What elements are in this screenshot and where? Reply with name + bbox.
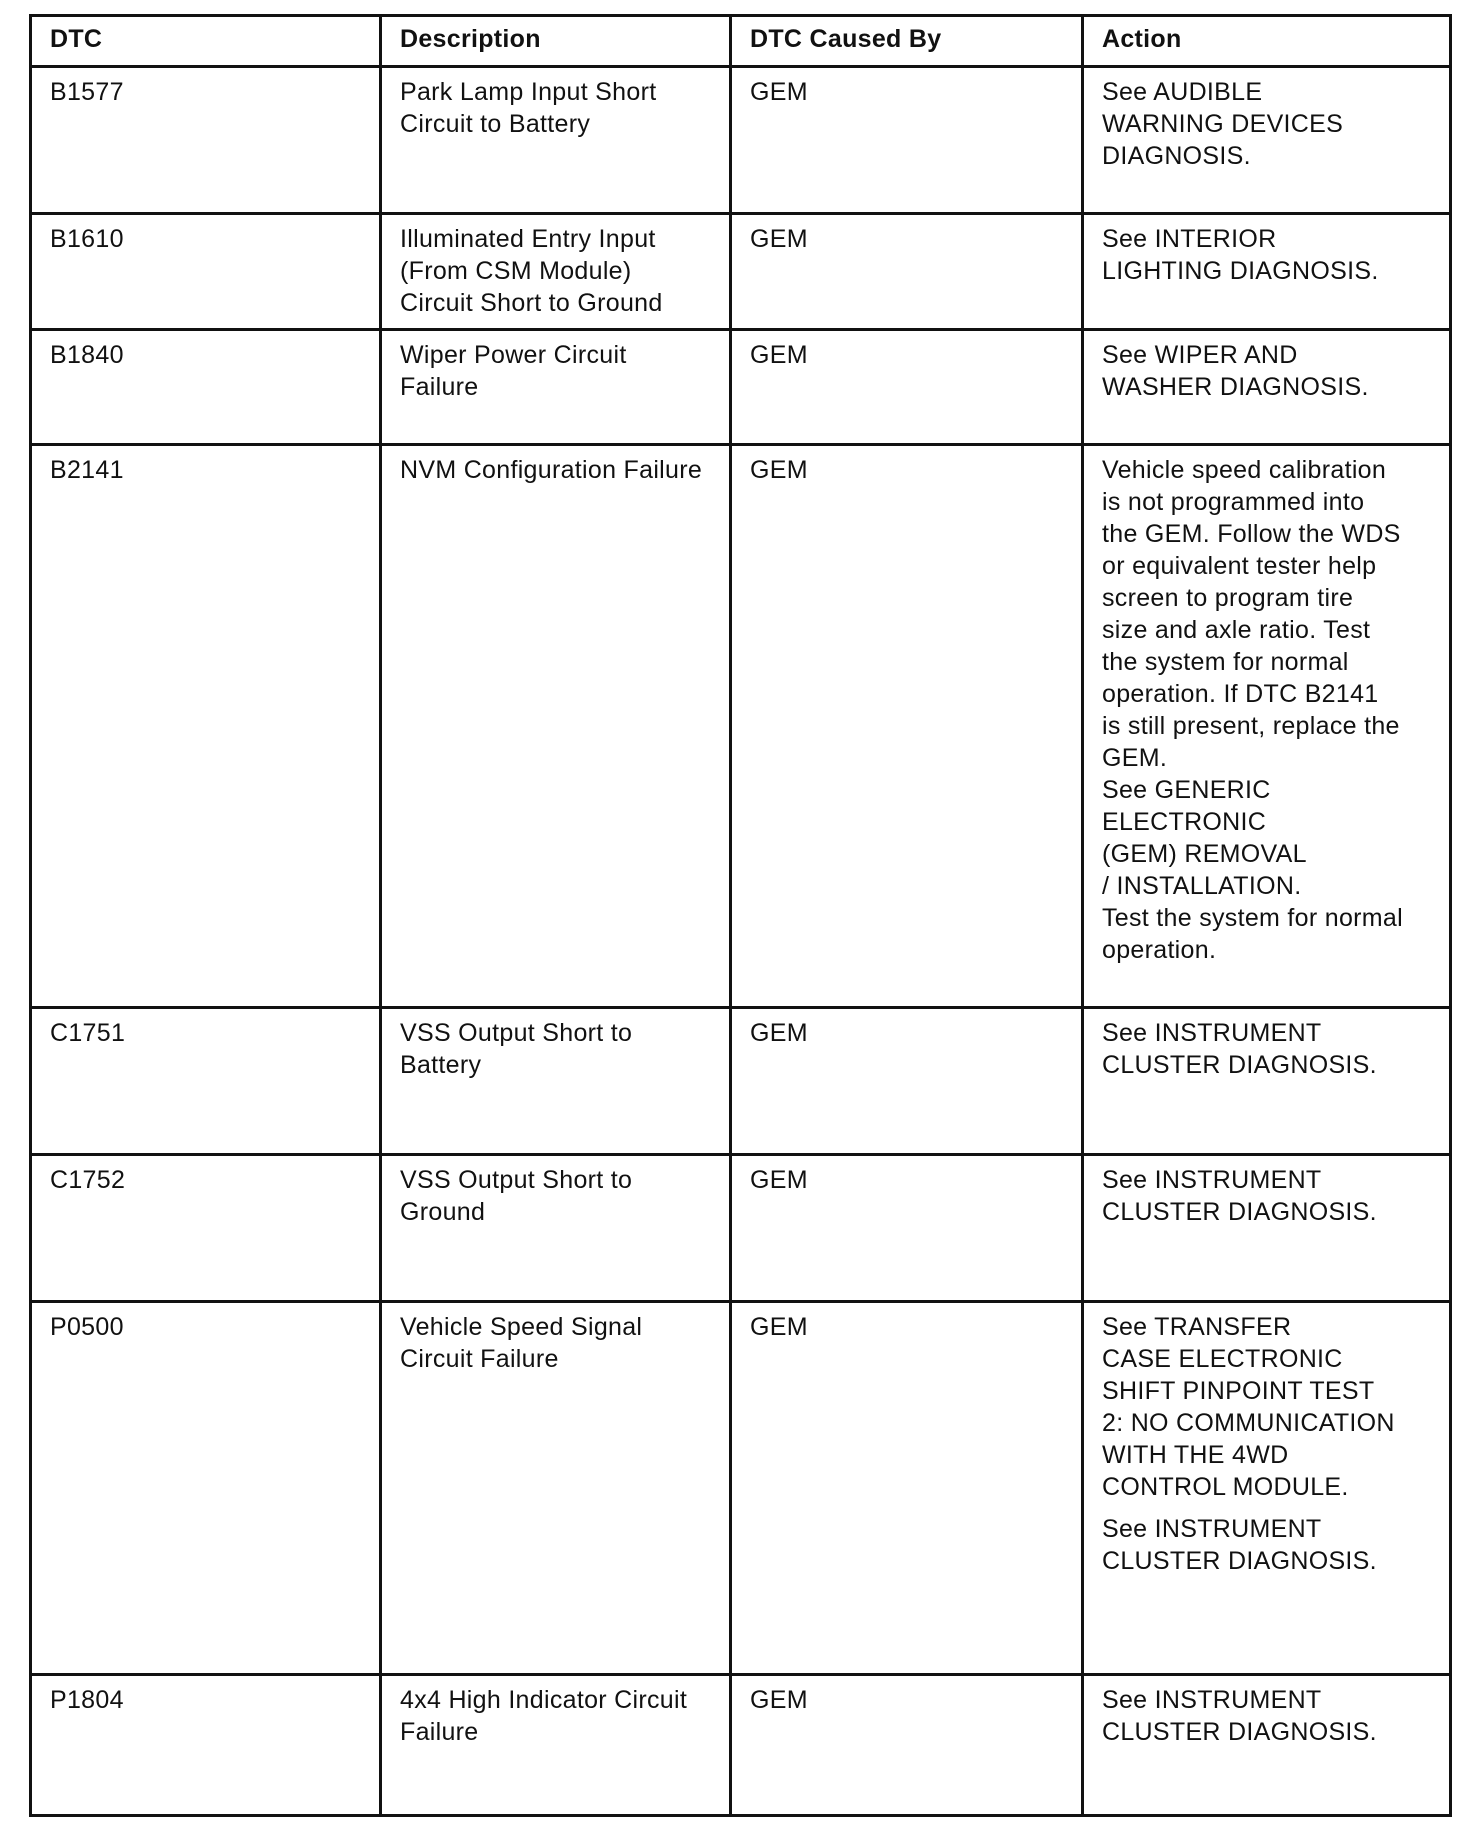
caused-by-cell: GEM [731,1008,1083,1155]
table-row [31,1155,1451,1302]
table-row [31,67,1451,214]
caused-by-cell: GEM [731,1675,1083,1816]
description-cell: Park Lamp Input Short Circuit to Battery [381,67,731,214]
caused-by-cell: GEM [731,214,1083,330]
action-text: See INSTRUMENT CLUSTER DIAGNOSIS. [1102,1166,1377,1226]
dtc-code-cell: C1752 [31,1155,381,1302]
dtc-code-cell: B2141 [31,445,381,1008]
table-row [31,330,1451,445]
action-cell [1083,1155,1451,1302]
action-text: See INSTRUMENT CLUSTER DIAGNOSIS. [1102,1019,1377,1079]
table-row [31,214,1451,330]
action-text: See TRANSFER CASE ELECTRONIC SHIFT PINPOINT TEST 2: NO COMMUNICATION WITH THE 4WD CONTROL MODULE. [1102,1313,1395,1501]
action-text: See INSTRUMENT CLUSTER DIAGNOSIS. [1102,1686,1377,1746]
table-header-row [31,16,1451,67]
description-cell: NVM Configuration Failure [381,445,731,1008]
action-cell [1083,1675,1451,1816]
action-text: See WIPER AND WASHER DIAGNOSIS. [1102,341,1369,401]
caused-by-cell: GEM [731,1155,1083,1302]
description-cell: Illuminated Entry Input (From CSM Module) Circuit Short to Ground [381,214,731,330]
action-cell [1083,330,1451,445]
column-header-description: Description [381,16,731,67]
column-header-action: Action [1083,16,1451,67]
caused-by-cell: GEM [731,330,1083,445]
table-row [31,1675,1451,1816]
dtc-code-cell: B1577 [31,67,381,214]
action-cell [1083,1302,1451,1675]
action-cell [1083,445,1451,1008]
description-cell: Vehicle Speed Signal Circuit Failure [381,1302,731,1675]
dtc-code-cell: P0500 [31,1302,381,1675]
dtc-code-cell: B1840 [31,330,381,445]
caused-by-cell: GEM [731,67,1083,214]
action-text: See INSTRUMENT CLUSTER DIAGNOSIS. [1102,1515,1377,1575]
dtc-code-cell: P1804 [31,1675,381,1816]
action-cell [1083,214,1451,330]
action-cell [1083,1008,1451,1155]
table-row [31,445,1451,1008]
action-text: See AUDIBLE WARNING DEVICES DIAGNOSIS. [1102,78,1344,170]
dtc-table [29,14,1452,1817]
column-header-caused-by: DTC Caused By [731,16,1083,67]
action-text: Vehicle speed calibration is not programmed into the GEM. Follow the WDS or equivalent tester help screen to program tire size and axle ratio. Test the system for normal operation. If DTC B2141 is still present, replace the GEM. See GENERIC ELECTRONIC (GEM) REMOVAL / INSTALLATION. Test the system for normal operation. [1102,456,1403,964]
table-row [31,1302,1451,1675]
column-header-dtc: DTC [31,16,381,67]
caused-by-cell: GEM [731,445,1083,1008]
description-cell: 4x4 High Indicator Circuit Failure [381,1675,731,1816]
description-cell: VSS Output Short to Ground [381,1155,731,1302]
description-cell: VSS Output Short to Battery [381,1008,731,1155]
dtc-code-cell: B1610 [31,214,381,330]
action-text: See INTERIOR LIGHTING DIAGNOSIS. [1102,225,1379,285]
table-row [31,1008,1451,1155]
action-cell [1083,67,1451,214]
description-cell: Wiper Power Circuit Failure [381,330,731,445]
dtc-code-cell: C1751 [31,1008,381,1155]
caused-by-cell: GEM [731,1302,1083,1675]
